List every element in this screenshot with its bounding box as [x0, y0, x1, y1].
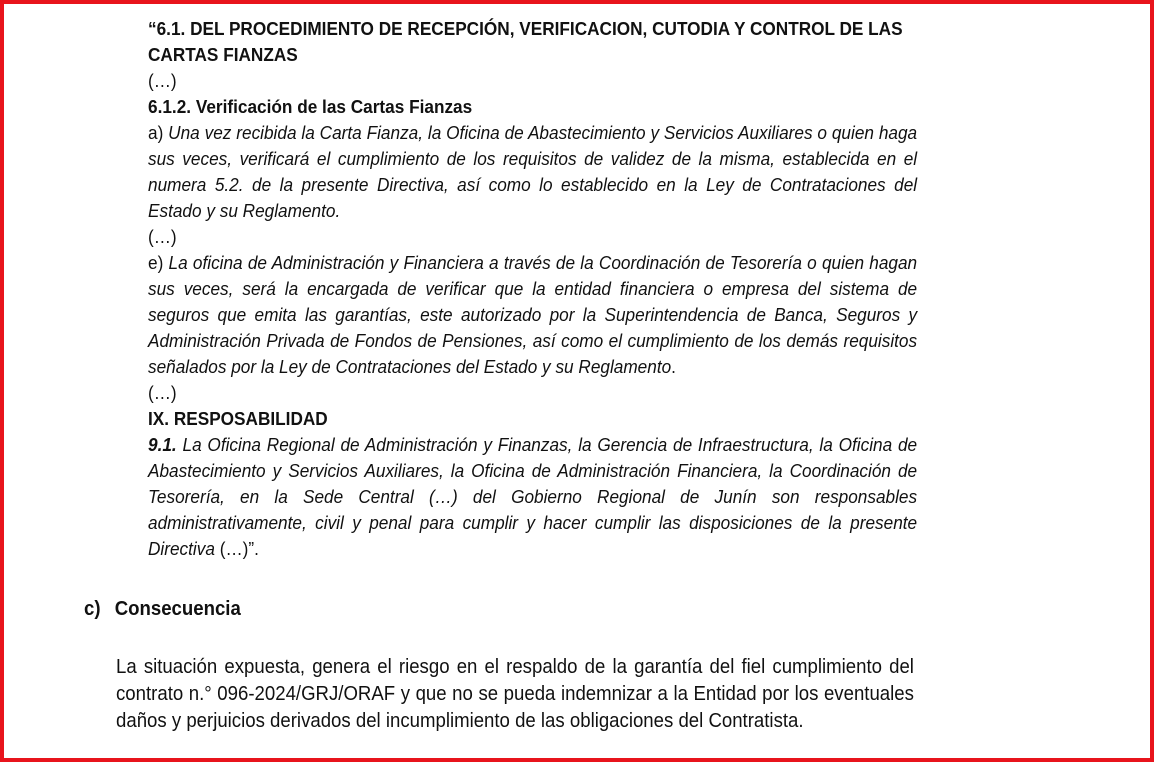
directive-heading: [148, 16, 917, 68]
item-9-1-text: La Oficina Regional de Administración y Finanzas, la Gerencia de Infraestructura, la Oficina de Abastecimiento y Servicios Auxiliares, la Oficina de Administración Financiera, la Coordinación de Tesorería, en la Sede Central (…) del Gobierno Regional de Junín son responsables administrativamente, civil y penal para cumplir y hacer cumplir las disposiciones de la presente Directiva: [148, 434, 918, 559]
directive-heading-line-1: “6.1. DEL PROCEDIMIENTO DE RECEPCIÓN, VERIFICACION, CUTODIA Y CONTROL DE LAS: [148, 18, 903, 39]
section-c-letter: c): [84, 598, 101, 620]
directive-heading-line-2: CARTAS FIANZAS: [148, 44, 298, 65]
section-c-heading: [84, 596, 241, 622]
item-a-paragraph: [148, 120, 917, 224]
item-e-text: La oficina de Administración y Financiera a través de la Coordinación de Tesorería o quien hagan sus veces, será la encargada de verificar que la entidad financiera o empresa del sistema de seguros que emita las garantías, este autorizado por la Superintendencia de Banca, Seguros y Administración Privada de Fondos de Pensiones, así como el cumplimiento de los demás requisitos señalados por la Ley de Contrataciones del Estado y su Reglamento: [148, 252, 918, 377]
item-9-1-paragraph: [148, 432, 917, 562]
item-a-text: Una vez recibida la Carta Fianza, la Oficina de Abastecimiento y Servicios Auxiliares o quien haga sus veces, verificará el cumplimiento de los requisitos de validez de la misma, establecida en el numera 5.2. de la presente Directiva, así como lo establecido en la Ley de Contrataciones del Estado y su Reglamento.: [148, 122, 918, 221]
item-9-1-end: (…)”.: [214, 538, 259, 559]
subheading-verification: 6.1.2. Verificación de las Cartas Fianzas: [148, 96, 473, 117]
item-e-end: .: [671, 356, 676, 377]
item-e-paragraph: [148, 250, 917, 380]
section-c-title: Consecuencia: [114, 598, 241, 620]
consequence-text: La situación expuesta, genera el riesgo en el respaldo de la garantía del fiel cumplimiento del contrato n.° 096-2024/GRJ/ORAF y que no se pueda indemnizar a la Entidad por los eventuales daños y perjuicios derivados del incumplimiento de las obligaciones del Contratista.: [116, 656, 914, 732]
section-ix-heading: IX. RESPOSABILIDAD: [148, 408, 328, 429]
item-a-label: a): [148, 122, 164, 143]
ellipsis: (…): [148, 70, 177, 91]
consequence-body: [116, 654, 914, 735]
ellipsis: (…): [148, 382, 177, 403]
quoted-directive: [148, 16, 917, 562]
item-e-label: e): [148, 252, 164, 273]
ellipsis: (…): [148, 226, 177, 247]
item-9-1-label: 9.1.: [148, 434, 177, 455]
